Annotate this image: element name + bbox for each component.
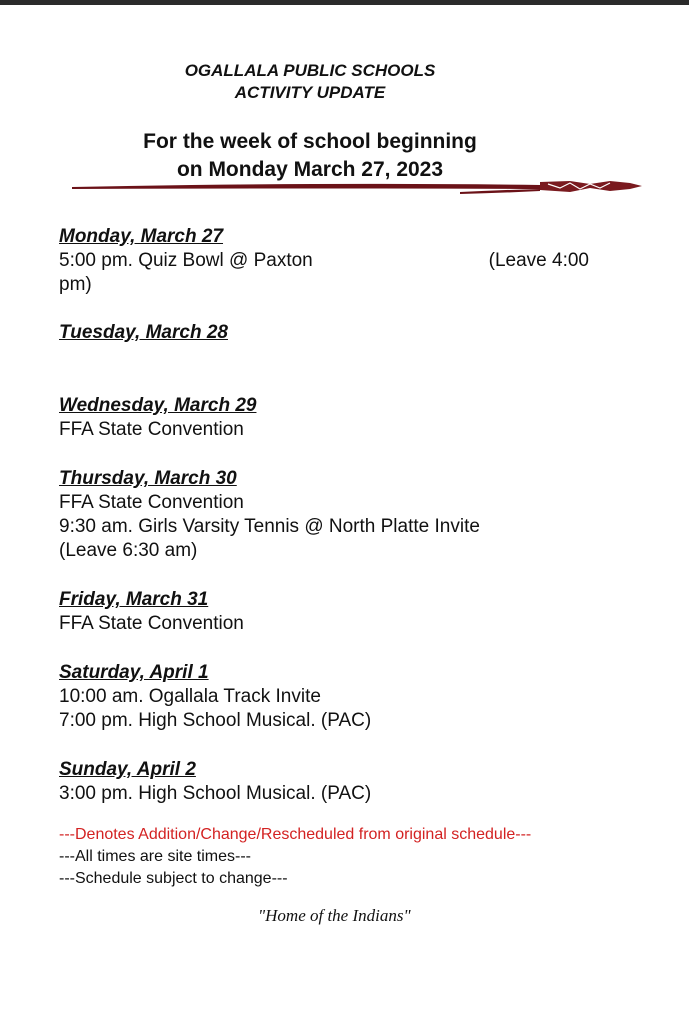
week-heading-line1: For the week of school beginning — [143, 130, 477, 153]
schedule-change-note: ---Schedule subject to change--- — [59, 870, 288, 887]
day-title: Monday, March 27 — [59, 226, 224, 247]
day-sunday — [59, 758, 619, 806]
day-thursday — [59, 467, 619, 563]
week-heading — [0, 128, 620, 184]
day-title: Saturday, April 1 — [59, 662, 209, 683]
top-border — [0, 0, 689, 5]
event-line: 10:00 am. Ogallala Track Invite — [59, 686, 321, 707]
event-line: 7:00 pm. High School Musical. (PAC) — [59, 710, 372, 731]
day-wednesday — [59, 394, 619, 442]
event-leave-time: (Leave 4:00 — [488, 250, 589, 271]
day-title: Wednesday, March 29 — [59, 395, 257, 416]
event-line: 3:00 pm. High School Musical. (PAC) — [59, 783, 372, 804]
document-header — [0, 60, 620, 104]
event-line — [59, 249, 619, 273]
day-monday — [59, 225, 619, 297]
week-heading-line2: on Monday March 27, 2023 — [176, 158, 444, 181]
event-line: 9:30 am. Girls Varsity Tennis @ North Platte Invite — [59, 516, 480, 537]
site-times-note: ---All times are site times--- — [59, 848, 252, 865]
event-line: FFA State Convention — [59, 419, 244, 440]
event-line: (Leave 6:30 am) — [59, 540, 198, 561]
day-saturday — [59, 661, 619, 733]
event-line: FFA State Convention — [59, 613, 244, 634]
document-subtitle: ACTIVITY UPDATE — [234, 83, 386, 102]
day-tuesday — [59, 321, 619, 345]
event-text: 5:00 pm. Quiz Bowl @ Paxton — [59, 250, 313, 271]
day-friday — [59, 588, 619, 636]
event-continuation: pm) — [59, 274, 92, 295]
day-title: Thursday, March 30 — [59, 468, 237, 489]
schedule — [59, 225, 619, 890]
day-title: Sunday, April 2 — [59, 759, 196, 780]
change-notice: ---Denotes Addition/Change/Rescheduled from original schedule--- — [59, 826, 532, 843]
spear-divider-icon — [70, 178, 642, 200]
day-title: Tuesday, March 28 — [59, 322, 228, 343]
school-name: OGALLALA PUBLIC SCHOOLS — [184, 61, 436, 80]
school-motto: "Home of the Indians" — [258, 906, 411, 925]
day-title: Friday, March 31 — [59, 589, 209, 610]
event-line: FFA State Convention — [59, 492, 244, 513]
